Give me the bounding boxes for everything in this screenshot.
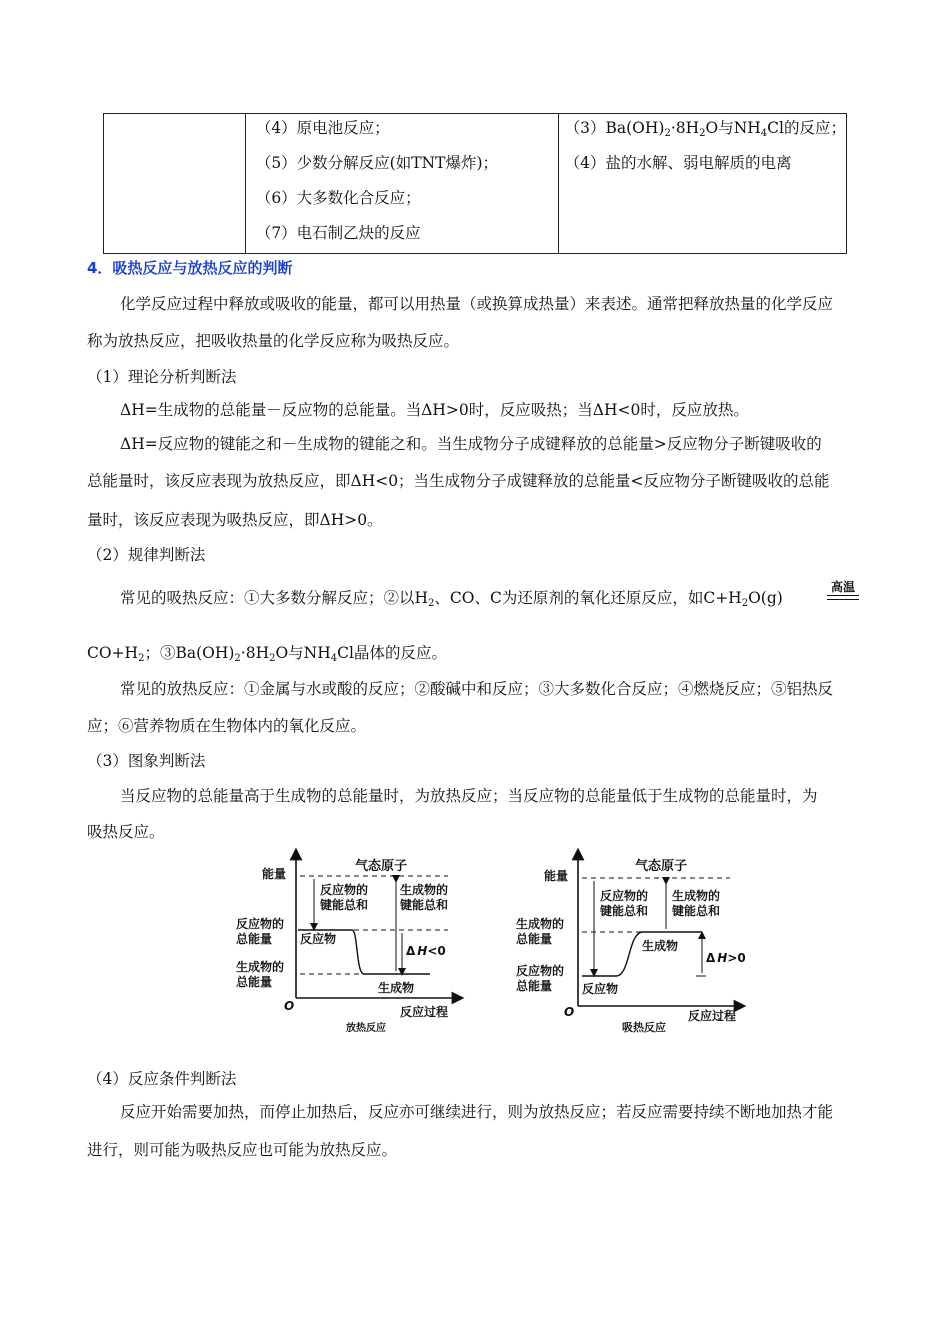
table-cell-empty	[104, 114, 246, 254]
exothermic-diagram	[230, 848, 470, 1038]
bond-label: 键能总和	[400, 898, 449, 912]
table-item: （4）原电池反应；	[255, 119, 390, 137]
table-item: （6）大多数化合反应；	[255, 189, 421, 207]
origin-label: O	[564, 1005, 575, 1019]
method-1-title: （1）理论分析判断法	[87, 368, 237, 386]
endothermic-diagram	[510, 848, 750, 1038]
level-label: 反应物的	[236, 917, 285, 931]
diagram-caption: 吸热反应	[622, 1021, 666, 1034]
level-label: 总能量	[516, 979, 553, 993]
reactant-label: 反应物	[300, 932, 337, 946]
paragraph-line: ΔH=反应物的键能之和－生成物的键能之和。当生成物分子成键释放的总能量>反应物分子断键吸收的	[120, 435, 822, 453]
bond-label: 键能总和	[672, 904, 721, 918]
bond-label: 反应物的	[320, 883, 369, 897]
paragraph-line: 常见的放热反应：①金属与水或酸的反应；②酸碱中和反应；③大多数化合反应；④燃烧反应；⑤铝热反	[120, 680, 834, 698]
table-item: （4）盐的水解、弱电解质的电离	[564, 154, 792, 172]
equals-line-bottom	[827, 599, 859, 600]
bond-label: 生成物的	[400, 883, 449, 897]
reactant-label: 反应物	[582, 982, 619, 996]
delta-h-label: Δ H<0	[406, 944, 446, 958]
paragraph-line: 当反应物的总能量高于生成物的总能量时，为放热反应；当反应物的总能量低于生成物的总能量时，为	[120, 787, 818, 805]
paragraph-line: 进行，则可能为吸热反应也可能为放热反应。	[87, 1141, 398, 1159]
table-item: $(3)Ba(OH)_2\cdot 8H_2O$与$NH_4Cl$的反应；	[564, 119, 846, 139]
bond-label: 键能总和	[600, 904, 649, 918]
bond-label: 生成物的	[672, 889, 721, 903]
paragraph-line: ΔH=生成物的总能量－反应物的总能量。当ΔH>0时，反应吸热；当ΔH<0时，反应放热。	[120, 401, 749, 419]
table-cell-exothermic-list	[245, 114, 558, 254]
table-cell-endothermic-list	[558, 114, 846, 254]
energy-label: 能量	[544, 869, 569, 883]
bond-label: 键能总和	[320, 898, 369, 912]
method-3-title: （3）图象判断法	[87, 752, 206, 770]
delta-h-label: Δ H>0	[706, 951, 746, 965]
paragraph-line: 应；⑥营养物质在生物体内的氧化反应。	[87, 717, 367, 735]
paragraph-line: $CO+H_2$；$③Ba(OH)_2\cdot 8H_2O$与$NH_4Cl$晶体的反应。	[87, 644, 447, 664]
x-axis-label: 反应过程	[400, 1005, 449, 1019]
method-2-title: （2）规律判断法	[87, 546, 206, 564]
equals-line-top	[827, 595, 859, 596]
x-axis-label: 反应过程	[688, 1009, 737, 1023]
diagram-caption: 放热反应	[346, 1023, 386, 1034]
energy-label: 能量	[262, 867, 287, 881]
paragraph-line: 称为放热反应，把吸收热量的化学反应称为吸热反应。	[87, 332, 460, 350]
level-label: 总能量	[516, 932, 553, 946]
section-heading: 4．吸热反应与放热反应的判断	[87, 259, 293, 277]
paragraph-line: 化学反应过程中释放或吸收的能量，都可以用热量（或换算成热量）来表述。通常把释放热量的化学反应	[120, 295, 834, 313]
level-label: 反应物的	[516, 964, 565, 978]
bond-label: 反应物的	[600, 889, 649, 903]
level-label: 总能量	[236, 975, 273, 989]
table-item: （7）电石制乙炔的反应	[255, 224, 421, 242]
paragraph-line: 量时，该反应表现为吸热反应，即ΔH>0。	[87, 511, 383, 529]
paragraph-line: 总能量时，该反应表现为放热反应，即ΔH<0；当生成物分子成键释放的总能量<反应物分子断键吸收的总能	[87, 472, 830, 490]
reaction-condition-label: 高温	[830, 580, 855, 594]
atoms-label: 气态原子	[355, 859, 408, 874]
origin-label: O	[284, 999, 295, 1013]
level-label: 生成物的	[516, 917, 565, 931]
atoms-label: 气态原子	[635, 859, 688, 874]
reaction-table	[103, 113, 847, 254]
paragraph-line: 吸热反应。	[87, 823, 165, 841]
table-item: （5）少数分解反应(如TNT爆炸)；	[255, 154, 499, 172]
product-label: 生成物	[378, 981, 415, 995]
method-4-title: （4）反应条件判断法	[87, 1070, 237, 1088]
level-label: 总能量	[236, 932, 273, 946]
level-label: 生成物的	[236, 960, 285, 974]
paragraph-line: 反应开始需要加热，而停止加热后，反应亦可继续进行，则为放热反应；若反应需要持续不断地加热才能	[120, 1103, 834, 1121]
paragraph-line: 常见的吸热反应：①大多数分解反应；②以$H_2$、CO、C为还原剂的氧化还原反应，如$C+H_2O(g)$	[120, 589, 783, 609]
product-label: 生成物	[642, 939, 679, 953]
